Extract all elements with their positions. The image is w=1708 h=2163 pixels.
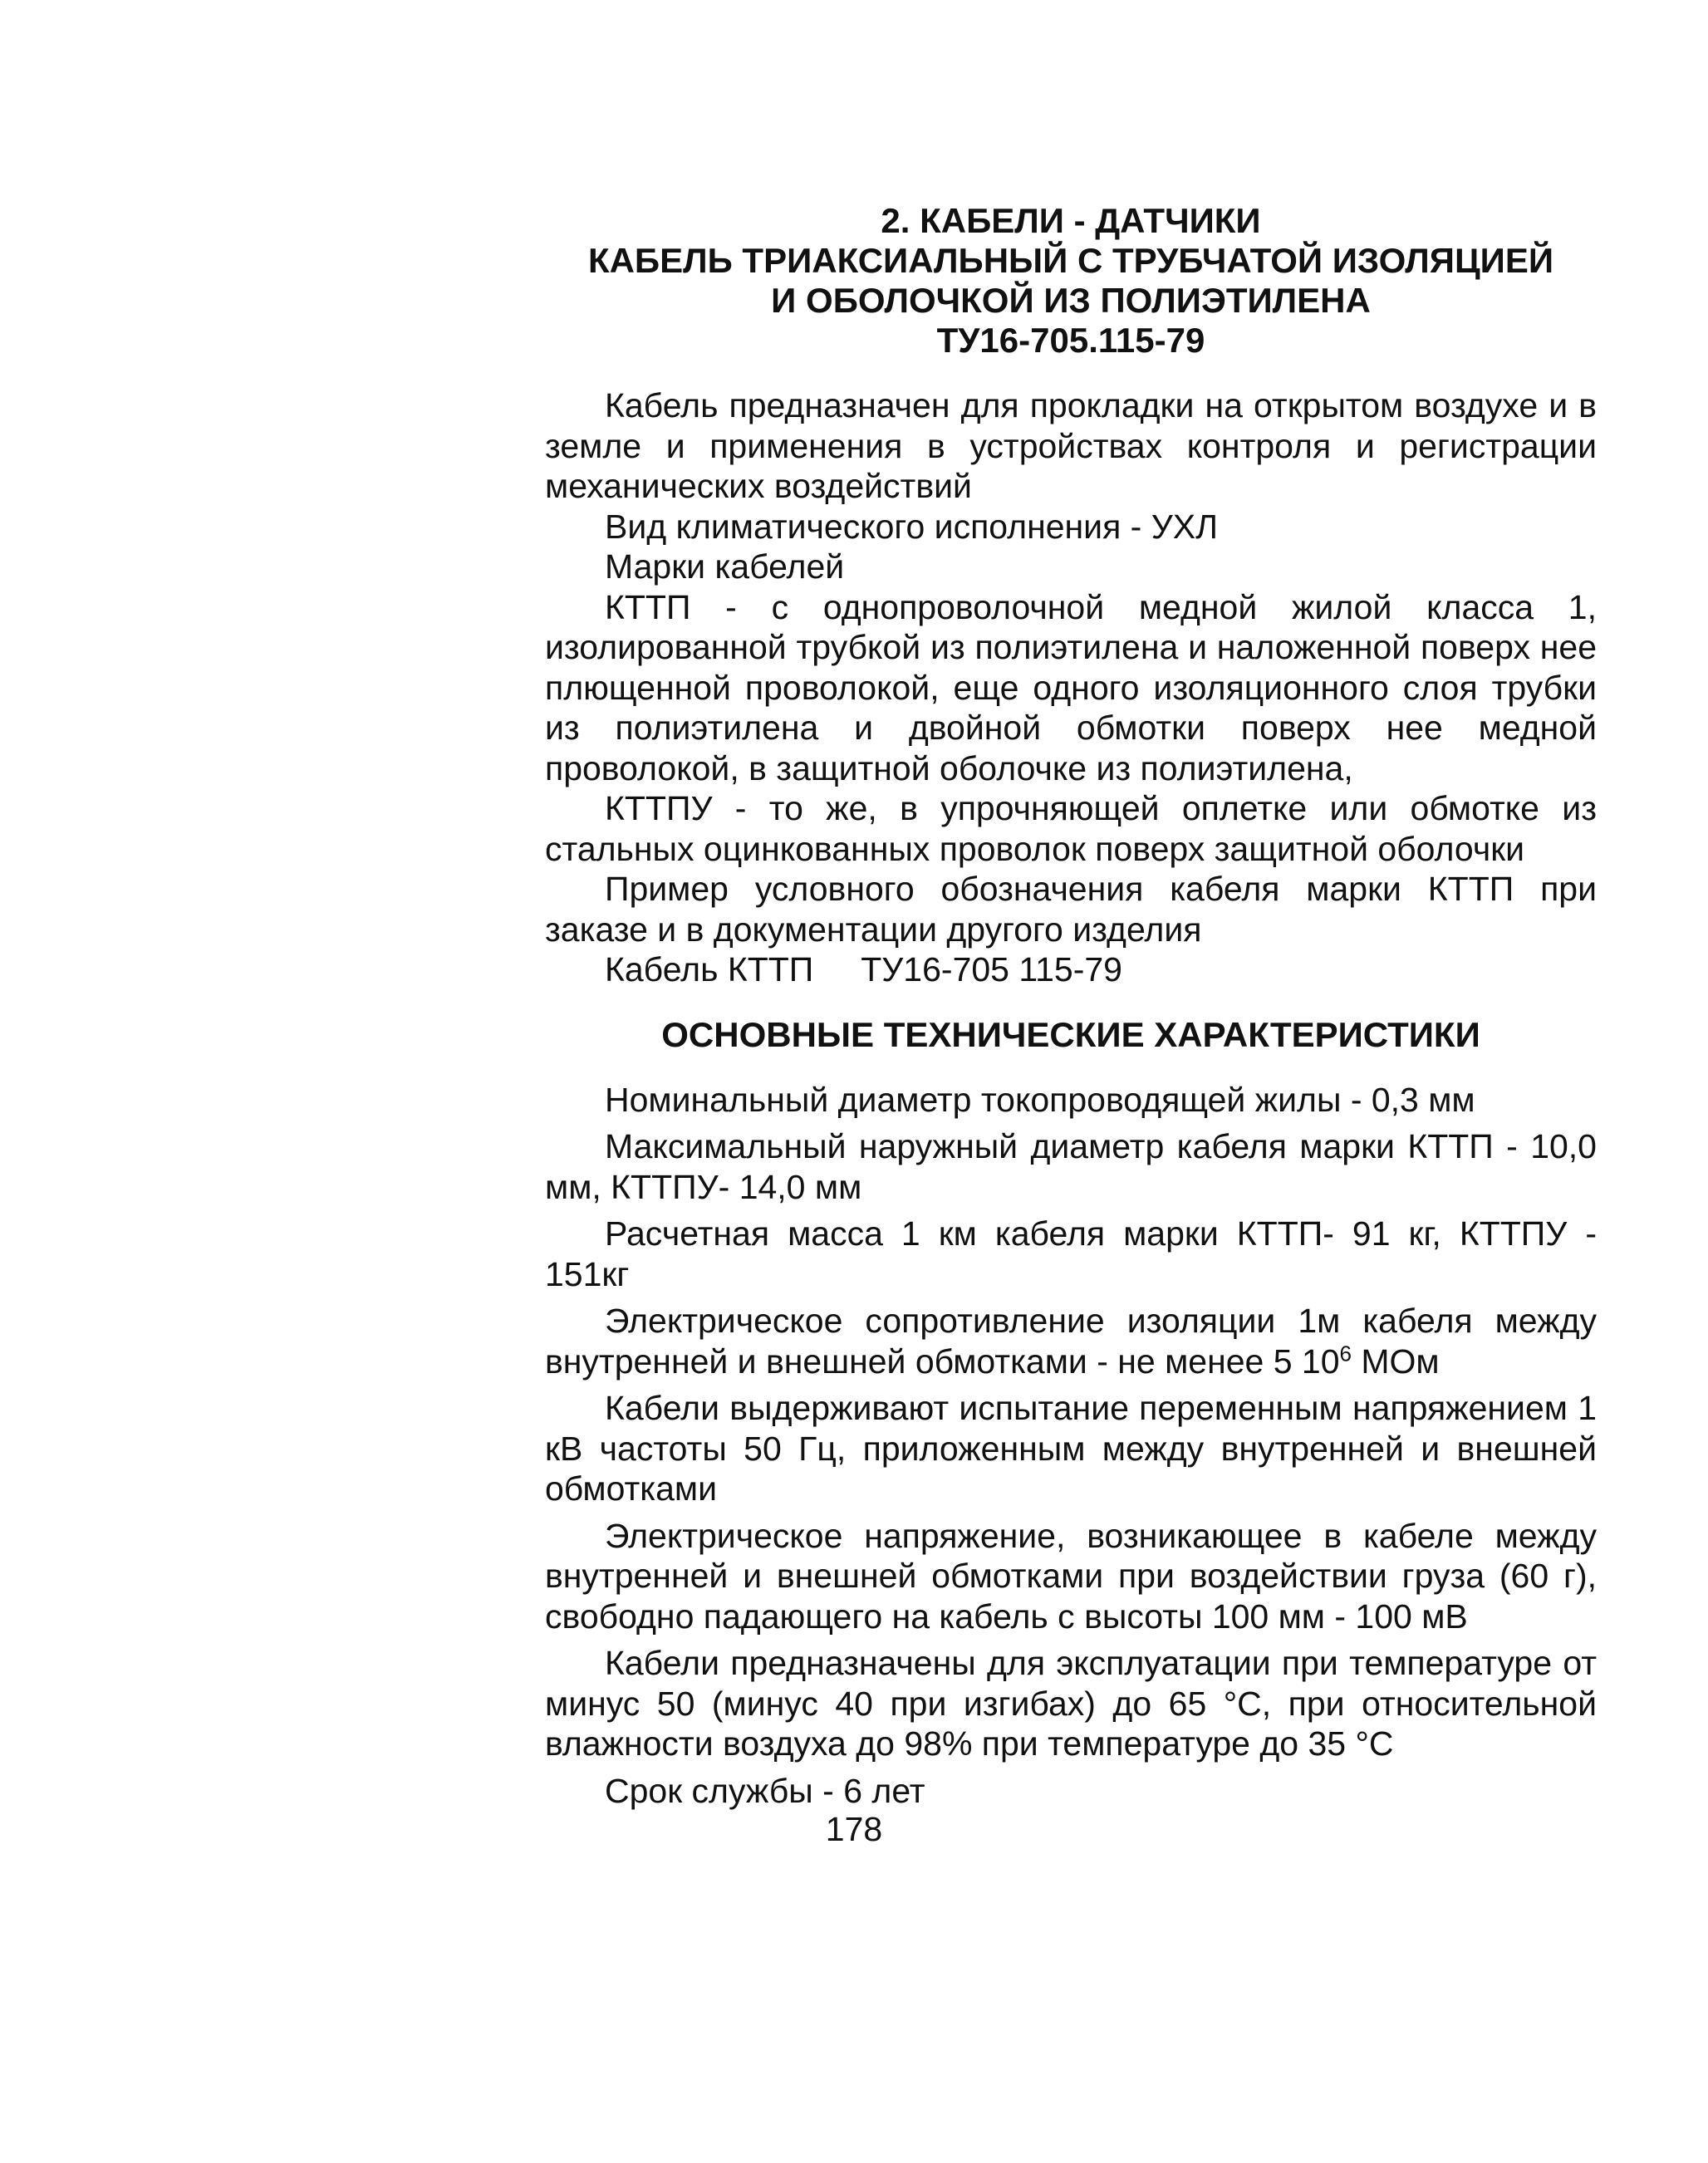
page-number: 178 [825, 1810, 883, 1848]
resistance-text: Электрическое сопротивление изоляции 1м кабеля между внутренней и внешней обмотками - не менее 5 10 [545, 1302, 1597, 1381]
resistance-exponent: 6 [1339, 1340, 1352, 1366]
text-column [545, 201, 1597, 1817]
spec-mass: Расчетная масса 1 км кабеля марки КТТП- 91 кг, КТТПУ - 151кг [545, 1214, 1597, 1293]
spec-insulation-resistance [545, 1301, 1597, 1381]
purpose-paragraph: Кабель предназначен для прокладки на открытом воздухе и в земле и применения в устройствах контроля и регистрации механических воздействий [545, 386, 1597, 505]
climate-paragraph: Вид климатического исполнения - УХЛ [605, 507, 1219, 546]
brand-kttpu-paragraph: КТТПУ - то же, в упрочняющей оплетке или обмотке из стальных оцинкованных проволок поверх защитной оболочки [545, 789, 1597, 868]
spec-core-diameter: Номинальный диаметр токопроводящей жилы - 0,3 мм [605, 1080, 1475, 1119]
brands-title: Марки кабелей [605, 547, 845, 586]
designation-example: Кабель КТТП ТУ16-705 115-79 [605, 950, 1122, 988]
spec-service-life: Срок службы - 6 лет [605, 1771, 925, 1810]
document-heading [545, 201, 1597, 360]
brand-kttp-paragraph: КТТП - с однопроволочной медной жилой класса 1, изолированной трубкой из полиэтилена и наложенной поверх нее плющенной проволокой, еще одного изоляционного слоя трубки из полиэтилена и двойной обмотки поверх нее медной проволокой, в защитной оболочке из полиэтилена, [545, 587, 1597, 787]
spec-induced-voltage: Электрическое напряжение, возникающее в кабеле между внутренней и внешней обмотками при воздействии груза (60 г), свободно падающего на кабель с высоты 100 мм - 100 мВ [545, 1516, 1597, 1636]
spec-voltage-test: Кабели выдерживают испытание переменным напряжением 1 кВ частоты 50 Гц, приложенным между внутренней и внешней обмотками [545, 1389, 1597, 1508]
spec-outer-diameter: Максимальный наружный диаметр кабеля марки КТТП - 10,0 мм, КТТПУ- 14,0 мм [545, 1127, 1597, 1206]
spec-operating-conditions: Кабели предназначены для эксплуатации при температуре от минус 50 (минус 40 при изгибах) до 65 °С, при относительной влажности воздуха до 98% при температуре до 35 °С [545, 1644, 1597, 1763]
resistance-unit: МОм [1351, 1341, 1440, 1381]
specification-code: ТУ16-705.115-79 [936, 321, 1205, 360]
designation-example-intro: Пример условного обозначения кабеля марки КТТП при заказе и в документации другого изделия [545, 870, 1597, 949]
section-number-title: 2. КАБЕЛИ - ДАТЧИКИ [881, 201, 1261, 240]
specs-title: ОСНОВНЫЕ ТЕХНИЧЕСКИЕ ХАРАКТЕРИСТИКИ [661, 1014, 1480, 1054]
cable-title-line-2: И ОБОЛОЧКОЙ ИЗ ПОЛИЭТИЛЕНА [771, 281, 1371, 320]
cable-title-line-1: КАБЕЛЬ ТРИАКСИАЛЬНЫЙ С ТРУБЧАТОЙ ИЗОЛЯЦИЕЙ [587, 241, 1554, 280]
